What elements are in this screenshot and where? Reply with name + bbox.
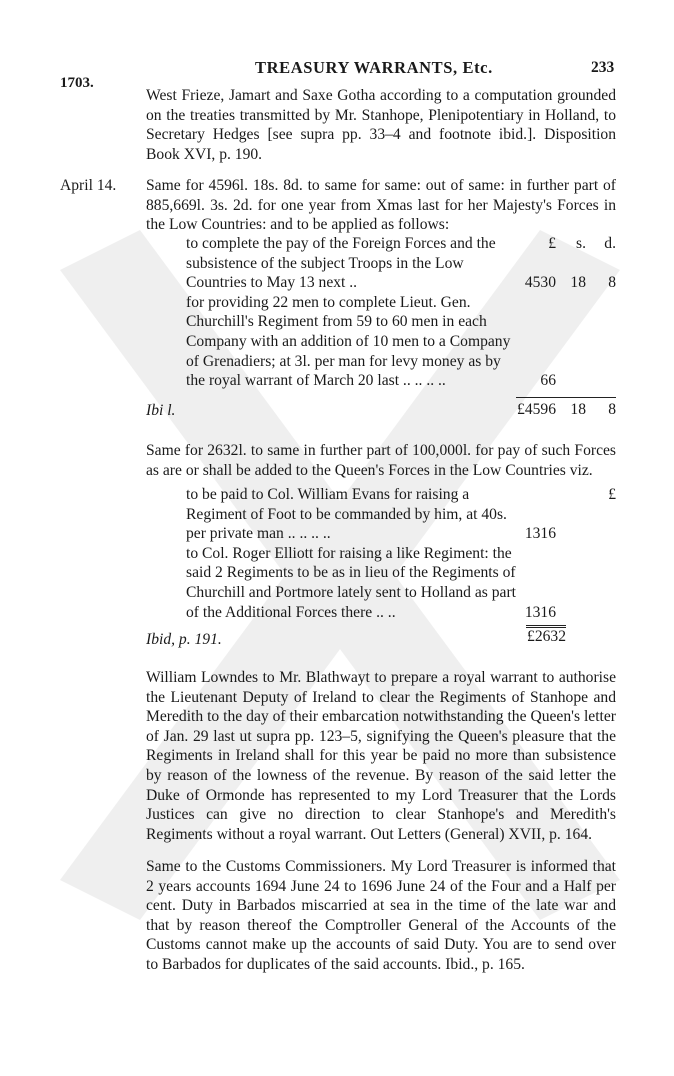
- ledger-total: £2632: [527, 628, 566, 646]
- amount-pounds: 4530: [524, 274, 556, 292]
- entry-intro: Same for 4596l. 18s. 8d. to same for same: out of same: in further part of 885,669l. 3s. 2d. for one year from Xmas last for her Majesty's Forces in the Low Countries: and to be applied as follows:: [146, 177, 616, 234]
- currency-pence-label: d.: [604, 235, 616, 252]
- total-pence: 8: [608, 400, 616, 418]
- ledger-item-text: to Col. Roger Elliott for raising a like Regiment: the said 2 Regiments to be as in lieu of the Regiments of Churchill and Portmore lately sent to Holland as part of the Additional Forces there .. ..: [186, 544, 516, 621]
- customs-paragraph: Same to the Customs Commissioners. My Lord Treasurer is informed that 2 years accounts 1694 June 24 to 1696 June 24 of the Four and a Half per cent. Duty in Barbados miscarried at sea in the time of the late war and that by reason thereof the Comptroller General of the Accounts of the Customs cannot make up the accounts of said Duty. You are to send over to Barbados for duplicates of the said accounts. Ibid., p. 165.: [146, 858, 616, 973]
- ledger-april14: [186, 234, 616, 420]
- currency-shillings-label: s.: [576, 235, 586, 252]
- total-shillings: 18: [570, 400, 586, 418]
- currency-pounds-label: £: [548, 235, 556, 252]
- total-pounds: £4596: [517, 400, 556, 418]
- currency-header: [516, 485, 616, 505]
- amount-pounds: 1316: [524, 603, 556, 621]
- currency-header: [516, 234, 616, 254]
- amount-pence: 8: [608, 274, 616, 292]
- ledger-item-amount: [516, 603, 616, 623]
- ledger-item-amount: [516, 371, 616, 391]
- ledger-total: [516, 400, 616, 420]
- ledger-item-amount: [516, 524, 616, 544]
- entry-intro: Same for 2632l. to same in further part of 100,000l. for pay of such Forces as are or shall be added to the Queen's Forces in the Low Countries viz.: [146, 442, 616, 479]
- lowndes-paragraph: William Lowndes to Mr. Blathwayt to prepare a royal warrant to authorise the Lieutenant Deputy of Ireland to clear the Regiments of Stanhope and Meredith to the day of their embarcation notwithstanding the Queen's letter of Jan. 29 last ut supra pp. 123–5, signifying the Queen's pleasure that the Regiments in Ireland shall for this year be paid no more than subsistence by reason of the lowness of the revenue. By reason of the said letter the Duke of Ormonde has represented to my Lord Treasurer that the Lords Justices can give no direction to clear Stanhope's and Meredith's Regiments without a royal warrant. Out Letters (General) XVII, p. 164.: [146, 669, 616, 843]
- running-head-year: 1703.: [60, 75, 94, 91]
- ledger-item-text: for providing 22 men to complete Lieut. Gen. Churchill's Regiment from 59 to 60 men in each Company with an addition of 10 men to a Company of Grenadiers; at 3l. per man for levy money as by the royal warrant of March 20 last .. .. .. ..: [186, 293, 511, 390]
- entry-date: April 14.: [60, 177, 117, 194]
- ledger-item-text: to be paid to Col. William Evans for raising a Regiment of Foot to be commanded by him, at 40s. per private man .. .. .. ..: [186, 486, 507, 543]
- amount-pounds: 66: [540, 372, 556, 390]
- currency-pounds-label: £: [608, 486, 616, 503]
- carryover-paragraph: West Frieze, Jamart and Saxe Gotha according to a computation grounded on the treaties transmitted by Mr. Stanhope, Plenipotentiary in Holland, to Secretary Hedges [see supra pp. 33–4 and footnote ibid.]. Disposition Book XVI, p. 190.: [146, 87, 616, 163]
- ledger-2632: [186, 485, 616, 646]
- amount-pounds: 1316: [524, 525, 556, 543]
- source-reference: Ibid, p. 191.: [146, 631, 222, 648]
- running-head-title: TREASURY WARRANTS, Etc.: [255, 58, 493, 77]
- ledger-item-text: to complete the pay of the Foreign Forces and the subsistence of the subject Troops in the Low Countries to May 13 next ..: [186, 235, 496, 292]
- ledger-item-amount: [516, 273, 616, 293]
- source-reference: Ibi l.: [146, 402, 176, 419]
- page-number: 233: [591, 59, 615, 76]
- amount-shillings: 18: [570, 274, 586, 292]
